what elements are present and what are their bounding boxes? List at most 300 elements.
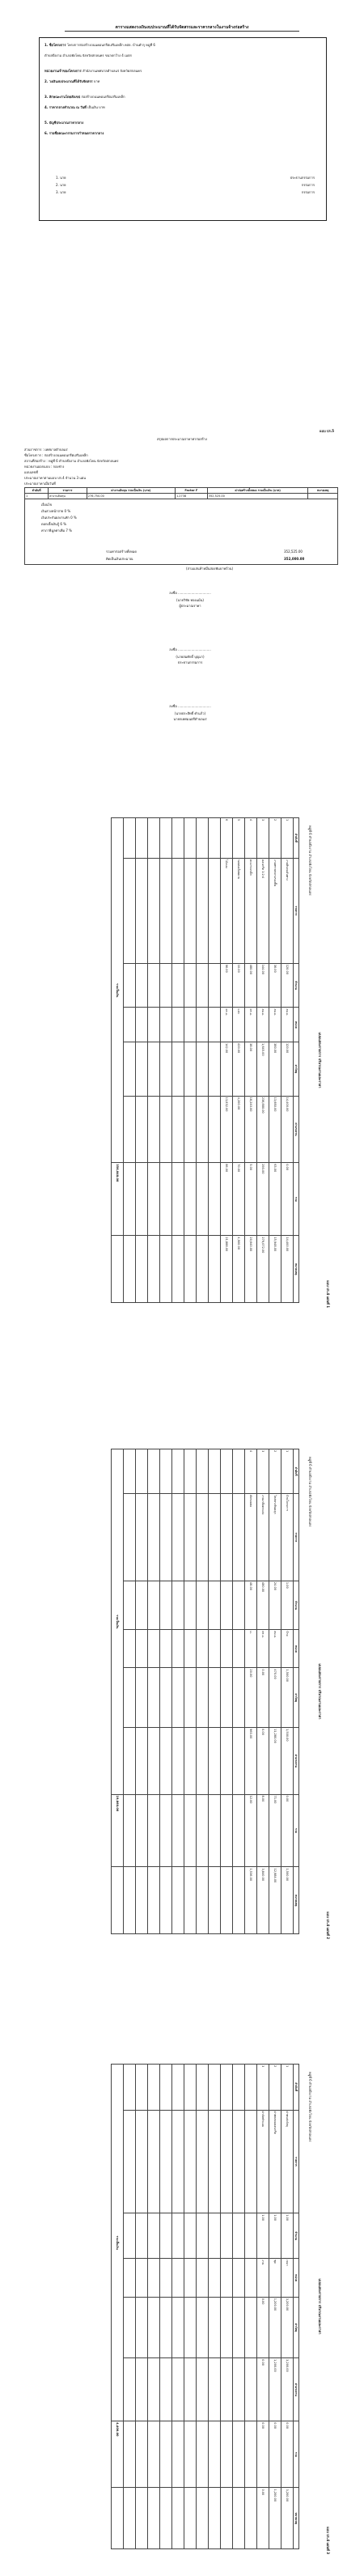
rotated-empty-cell [184, 2358, 197, 2421]
rotated-table-row [245, 1449, 257, 1934]
rotated-empty-cell [124, 1867, 136, 1934]
rotated-empty-cell [184, 1581, 197, 1629]
rotated-header-cell: ลำดับที่ [294, 1449, 299, 1494]
rotated-empty-cell [148, 1236, 160, 1303]
rotated-empty-cell [160, 1008, 172, 1042]
rotated-cell: 470.00 [269, 1668, 281, 1728]
rotated-header-cell: ค่าวัสดุ [294, 1668, 299, 1728]
rotated-empty-cell [197, 1494, 209, 1581]
item-number: 4. [44, 105, 49, 109]
rotated-page-content [24, 809, 332, 1311]
rotated-empty-row [209, 818, 221, 1303]
rotated-cell: ลบ.ม. [281, 1008, 294, 1042]
rotated-cell: 3,200.00 [281, 2488, 294, 2549]
rotated-empty-cell [184, 2421, 197, 2488]
rotated-cell: 1,645.00 [257, 1042, 269, 1096]
rotated-cell: 380.00 [269, 1042, 281, 1096]
rotated-cell: 1.00 [269, 2213, 281, 2259]
rotated-empty-cell [124, 1728, 136, 1794]
signature-block [121, 704, 259, 721]
rotated-empty-cell [184, 2213, 197, 2259]
rotated-empty-cell [209, 1042, 221, 1096]
table-header-cell: รายการ [49, 488, 87, 494]
rotated-empty-cell [172, 1042, 184, 1096]
rotated-empty-row [160, 2065, 172, 2549]
rotated-empty-row [124, 1449, 136, 1934]
rotated-header-cell: รวม [294, 1794, 299, 1867]
rotated-empty-cell [172, 2110, 184, 2213]
rotated-table-row [257, 2065, 269, 2549]
rotated-cell: 1,200.00 [269, 2488, 281, 2549]
rotated-empty-cell [184, 963, 197, 1008]
table-cell [308, 494, 338, 499]
rotated-empty-cell [148, 1581, 160, 1629]
committee-role: กรรมการ [301, 190, 315, 194]
rotated-cell: 13,632.00 [221, 1096, 233, 1163]
rotated-header-cell: ค่าแรงงาน [294, 1728, 299, 1794]
rotated-empty-cell [148, 1794, 160, 1867]
rotated-title: แบบแสดงรายการ ปริมาณงานและราคา [318, 1032, 322, 1089]
rotated-table-row [233, 818, 245, 1303]
rotated-empty-cell [221, 1794, 233, 1867]
rotated-cell: 36.00 [269, 963, 281, 1008]
info-line: ส่วนราชการ : เทศบาลตำบลแร่ [24, 448, 68, 452]
rotated-cell: ม. [245, 1630, 257, 1668]
page2-page-num: แบบ ปร.5 [320, 429, 335, 433]
rotated-empty-cell [124, 1668, 136, 1728]
rotated-empty-cell [233, 1794, 245, 1867]
rotated-header-cell: รวม [294, 1163, 299, 1236]
rotated-empty-row [221, 1449, 233, 1934]
item-number: 2. [44, 79, 49, 83]
rotated-table [111, 817, 299, 1303]
rotated-empty-cell [124, 858, 136, 963]
rotated-page-num: แบบ ปร.4 แผ่นที่ 1 [326, 1280, 330, 1308]
rotated-empty-cell [209, 1668, 221, 1728]
signer-role: ประธานกรรมการ [177, 660, 203, 664]
rotated-empty-cell [172, 2358, 184, 2421]
rotated-empty-cell [136, 1008, 148, 1042]
item-text: โครงการก่อสร้างถนนคอนกรีตเสริมเหล็ก คสล. บ้านคำกุ หมู่ที่ 6 [66, 43, 155, 47]
rotated-empty-cell [172, 1794, 184, 1867]
rotated-empty-cell [221, 2065, 233, 2111]
rotated-empty-row [209, 2065, 221, 2549]
rotated-cell: 4,900.00 [233, 1236, 245, 1303]
rotated-empty-row [184, 818, 197, 1303]
rotated-header-cell: ค่าวัสดุ [294, 2297, 299, 2357]
rotated-cell: 236,880.00 [257, 1096, 269, 1163]
rotated-empty-cell [209, 2488, 221, 2549]
committee-list [56, 176, 315, 197]
rotated-empty-cell [172, 2259, 184, 2298]
committee-index: 1. นาย [56, 176, 66, 180]
rotated-cell: 960.00 [245, 1728, 257, 1794]
rotated-empty-row [160, 818, 172, 1303]
rotated-empty-cell [184, 1794, 197, 1867]
signature-line: ลงชื่อ ................................ [169, 647, 211, 651]
rotated-empty-cell [221, 1668, 233, 1728]
rotated-empty-cell [160, 1042, 172, 1096]
page1-item-row [44, 79, 320, 83]
rotated-cell: 4 [245, 1449, 257, 1494]
rotated-cell: ไม้แบบ [221, 858, 233, 963]
rotated-empty-cell [221, 2488, 233, 2549]
rotated-header-cell: รายการ [294, 858, 299, 963]
rotated-empty-row [245, 2065, 257, 2549]
rotated-cell: 142.00 [221, 1042, 233, 1096]
rotated-cell: ลบ.ม. [257, 1008, 269, 1042]
rotated-cell: 120.00 [281, 963, 294, 1008]
page1-title: ตารางแสดงวงเงินงบประมาณที่ได้รับจัดสรรและราคากลางในงานจ้างก่อสร้าง [115, 25, 249, 30]
rotated-cell: ชุด [269, 2259, 281, 2298]
rotated-cell: 0.00 [257, 2358, 269, 2421]
rotated-cell: 5 [233, 818, 245, 859]
rotated-empty-row [136, 1449, 148, 1934]
rotated-table-header [294, 818, 299, 1303]
rotated-empty-cell [221, 2259, 233, 2298]
rotated-empty-cell [197, 963, 209, 1008]
rotated-empty-cell [209, 1096, 221, 1163]
rotated-empty-cell [136, 2065, 148, 2111]
rotated-empty-cell [184, 2110, 197, 2213]
rotated-empty-cell [160, 1163, 172, 1236]
rotated-cell: 1,500.00 [281, 1728, 294, 1794]
rotated-empty-cell [136, 963, 148, 1008]
item-number: 6. [44, 131, 49, 135]
table-row [25, 494, 338, 499]
committee-role: ประธานกรรมการ [290, 176, 315, 180]
rotated-cell: 2 [269, 2065, 281, 2111]
rotated-cell: ค่าจัดทำแบบ [257, 2110, 269, 2213]
rotated-empty-cell [160, 2297, 172, 2357]
rotated-empty-cell [209, 963, 221, 1008]
rotated-empty-cell [148, 1096, 160, 1163]
rotated-cell: 2 [269, 1449, 281, 1494]
rotated-empty-cell [209, 1867, 221, 1934]
rotated-empty-cell [209, 2421, 221, 2488]
rotated-empty-cell [160, 818, 172, 859]
rotated-empty-cell [124, 1794, 136, 1867]
signer-name: (นายสมศักดิ์ บุญมา) [176, 655, 205, 659]
rotated-empty-cell [184, 1867, 197, 1934]
rotated-cell: 4 [245, 818, 257, 859]
rotated-page-content [24, 2056, 332, 2557]
rotated-empty-cell [184, 858, 197, 963]
rotated-cell: 21,888.00 [221, 1236, 233, 1303]
rotated-cell: ไหล่ทางหินคลุก [269, 1494, 281, 1581]
rotated-cell: 1 [281, 2065, 294, 2111]
page2-table-wrap [24, 487, 338, 569]
rotated-empty-cell [197, 1042, 209, 1096]
rotated-empty-row [209, 1449, 221, 1934]
rotated-header-cell: หน่วย [294, 1630, 299, 1668]
rotated-empty-cell [221, 2358, 233, 2421]
signer-name: (นายประสิทธิ์ คำแก้ว) [174, 711, 206, 715]
rotated-cell: ค่าขนส่งวัสดุ [281, 2110, 294, 2213]
rotated-empty-row [172, 1449, 184, 1934]
rotated-empty-cell [197, 1449, 209, 1494]
rotated-empty-row [124, 818, 136, 1303]
rotated-empty-cell [245, 2259, 257, 2298]
rotated-empty-cell [209, 1581, 221, 1629]
rotated-empty-cell [245, 2110, 257, 2213]
rotated-cell: 70.00 [233, 1163, 245, 1236]
rotated-empty-cell [184, 2297, 197, 2357]
rotated-empty-cell [148, 1630, 160, 1668]
rotated-empty-cell [221, 1449, 233, 1494]
page1-item-row [44, 69, 320, 73]
rotated-empty-cell [184, 1236, 197, 1303]
rotated-empty-cell [233, 2213, 245, 2259]
rotated-empty-cell [148, 1867, 160, 1934]
rotated-empty-cell [197, 2065, 209, 2111]
rotated-empty-cell [160, 858, 172, 963]
rotated-page-num: แบบ ปร.4 แผ่นที่ 3 [326, 2527, 330, 2554]
rotated-total-label: รวมเป็นเงิน [112, 1449, 124, 1795]
rotated-empty-cell [209, 858, 221, 963]
page1-item-row [44, 121, 320, 125]
page1-title-wrap [0, 24, 364, 31]
rotated-empty-cell [184, 818, 197, 859]
item-label: บัญชีประมาณราคากลาง [49, 121, 84, 125]
rotated-empty-cell [184, 1163, 197, 1236]
rotated-total-note [112, 1867, 124, 1934]
rotated-total-label: รวมเป็นเงิน [112, 818, 124, 1163]
table-cell: 276,750.00 [87, 494, 175, 499]
rotated-empty-cell [148, 1449, 160, 1494]
condition-line: เงินประกันผลงานหัก 0 % [41, 516, 77, 520]
rotated-empty-cell [124, 2488, 136, 2549]
rotated-table [111, 2064, 299, 2549]
title-underline [65, 31, 299, 32]
rotated-header-cell: ค่าแรงงาน [294, 2358, 299, 2421]
rotated-empty-cell [233, 1449, 245, 1494]
page1-box [39, 37, 327, 221]
rotated-cell: 48.00 [245, 1581, 257, 1629]
rotated-cell: 63.00 [269, 1163, 281, 1236]
rotated-cell: 0.00 [257, 2488, 269, 2549]
rotated-total-label: รวมเป็นเงิน [112, 2065, 124, 2421]
rotated-empty-cell [184, 2259, 197, 2298]
rotated-empty-cell [136, 2421, 148, 2488]
rotated-empty-cell [124, 2297, 136, 2357]
rotated-empty-cell [148, 2421, 160, 2488]
rotated-empty-row [197, 818, 209, 1303]
item-label: ลักษณะงานโดยสังเขป [49, 95, 82, 99]
rotated-empty-cell [209, 1728, 221, 1794]
page1-item-row [44, 105, 320, 109]
rotated-empty-cell [172, 1668, 184, 1728]
rotated-empty-cell [124, 2358, 136, 2421]
rotated-empty-cell [197, 1096, 209, 1163]
rotated-empty-cell [233, 1728, 245, 1794]
committee-role: กรรมการ [301, 183, 315, 187]
rotated-empty-cell [148, 2065, 160, 2111]
rotated-empty-cell [184, 1042, 197, 1096]
rotated-header-cell: ลำดับที่ [294, 2065, 299, 2111]
rotated-empty-cell [148, 1008, 160, 1042]
rotated-empty-cell [136, 2110, 148, 2213]
rotated-empty-cell [197, 2297, 209, 2357]
rotated-empty-cell [197, 818, 209, 859]
table-header-cell: ลำดับที่ [25, 488, 49, 494]
rotated-empty-cell [172, 963, 184, 1008]
rotated-cell: 4,200.00 [233, 1096, 245, 1163]
rotated-table-row [257, 818, 269, 1303]
rotated-empty-row [184, 2065, 197, 2549]
item-text: ตำบลบึงงาม อำเภอพังโคน จังหวัดสกลนคร ขนาดกว้าง 4 เมตร [44, 53, 132, 57]
rotated-empty-cell [172, 2488, 184, 2549]
rotated-empty-cell [221, 1581, 233, 1629]
rotated-empty-row [172, 818, 184, 1303]
rotated-header-cell: หมายเหตุ [294, 1236, 299, 1303]
rotated-total-note [112, 1236, 124, 1303]
rotated-page-num: แบบ ปร.4 แผ่นที่ 2 [326, 1912, 330, 1939]
rotated-empty-row [197, 1449, 209, 1934]
item-number: 3. [44, 95, 49, 99]
rotated-cell: 3 [257, 1449, 269, 1494]
rotated-cell: งานเกลี่ยตกแต่ง [257, 1494, 269, 1581]
rotated-cell: แห่ง [233, 1008, 245, 1042]
signer-role: ผู้ประมาณราคา [179, 604, 201, 608]
rotated-cell: 5.00 [245, 1163, 257, 1236]
rotated-empty-cell [124, 2065, 136, 2111]
rotated-empty-cell [209, 2259, 221, 2298]
rotated-header-cell: หมายเหตุ [294, 2488, 299, 2549]
rotated-empty-row [221, 2065, 233, 2549]
rotated-empty-row [233, 2065, 245, 2549]
info-line: หน่วยงานออกแบบ : กองช่าง [24, 465, 65, 469]
rotated-cell: 0.00 [257, 2297, 269, 2357]
rotated-empty-cell [209, 2065, 221, 2111]
rotated-empty-cell [172, 1581, 184, 1629]
rotated-empty-cell [172, 2213, 184, 2259]
rotated-empty-cell [136, 1163, 148, 1236]
rotated-empty-cell [124, 1581, 136, 1629]
rotated-empty-cell [136, 1794, 148, 1867]
rotated-empty-cell [136, 2297, 148, 2357]
rotated-header-cell: จำนวน [294, 1581, 299, 1629]
rotated-empty-cell [160, 2110, 172, 2213]
rotated-empty-cell [136, 2213, 148, 2259]
rotated-empty-cell [160, 1728, 172, 1794]
info-line: แบบเลขที่ [24, 470, 38, 474]
rotated-empty-cell [160, 2488, 172, 2549]
rotated-empty-cell [124, 1008, 136, 1042]
rotated-cell: 3 [257, 818, 269, 859]
rotated-empty-cell [136, 818, 148, 859]
rotated-table [111, 1449, 299, 1934]
rotated-empty-cell [197, 2421, 209, 2488]
rotated-cell: ตร.ม. [245, 1008, 257, 1042]
rotated-empty-cell [221, 2213, 233, 2259]
rotated-cell: งาน [257, 2259, 269, 2298]
rotated-empty-cell [172, 1096, 184, 1163]
rotated-header-cell: ค่าแรงงาน [294, 1096, 299, 1163]
total-text: (สามแสนห้าหมื่นสองพันบาทถ้วน) [186, 567, 234, 571]
page1-item-row [44, 131, 320, 135]
rotated-header-cell: รายการ [294, 1494, 299, 1581]
rotated-empty-cell [245, 2488, 257, 2549]
rotated-cell: 279,072.00 [257, 1236, 269, 1303]
rotated-empty-cell [209, 1630, 221, 1668]
rotated-cell: 24.00 [269, 1581, 281, 1629]
rotated-cell: 10.00 [233, 963, 245, 1008]
rotated-empty-cell [221, 1494, 233, 1581]
rotated-cell: 20.00 [245, 1668, 257, 1728]
rotated-empty-cell [172, 1867, 184, 1934]
rotated-empty-cell [124, 2110, 136, 2213]
rotated-empty-cell [172, 858, 184, 963]
page2-header: สรุปผลการประมาณราคาค่าก่อสร้าง [156, 437, 208, 441]
table-cell: 1.2738 [175, 494, 207, 499]
rotated-cell: ตะแกรงเหล็ก [245, 858, 257, 963]
rotated-empty-cell [124, 1096, 136, 1163]
item-text: บาท [93, 79, 100, 83]
page2-header-wrap [0, 437, 364, 441]
rotated-empty-cell [209, 818, 221, 859]
rotated-page [24, 1441, 332, 1942]
rotated-empty-cell [209, 2213, 221, 2259]
rotated-cell: 0.00 [269, 2421, 281, 2488]
sum-label: รวมค่าก่อสร้างทั้งหมด [106, 550, 138, 554]
rotated-empty-cell [136, 1867, 148, 1934]
rotated-cell: 1.00 [281, 2213, 294, 2259]
rotated-empty-row [136, 2065, 148, 2549]
committee-row [56, 183, 315, 187]
rotated-empty-cell [160, 1794, 172, 1867]
rotated-empty-row [136, 818, 148, 1303]
rotated-total-row [112, 1449, 124, 1934]
rotated-cell: 86.00 [221, 1163, 233, 1236]
rotated-empty-cell [209, 1236, 221, 1303]
rotated-empty-row [148, 1449, 160, 1934]
rotated-header-cell: ค่าวัสดุ [294, 1042, 299, 1096]
rotated-cell: 14,400.00 [281, 1096, 294, 1163]
rotated-empty-row [160, 1449, 172, 1934]
rotated-header-cell: หน่วย [294, 1008, 299, 1042]
page1-item-row [44, 53, 320, 57]
rotated-cell: ป้ายโครงการ [281, 1494, 294, 1581]
rotated-empty-cell [184, 1668, 197, 1728]
item-label: รายชื่อคณะกรรมการกำหนดราคากลาง [49, 131, 104, 135]
rotated-cell: 3,200.00 [281, 2297, 294, 2357]
rotated-table-row [269, 818, 281, 1303]
rotated-cell: 144.00 [257, 963, 269, 1008]
signature-line: ลงชื่อ ................................ [169, 704, 211, 708]
rotated-total-row [112, 818, 124, 1303]
rotated-table-row [245, 818, 257, 1303]
rotated-cell: 13,680.00 [269, 1096, 281, 1163]
rotated-empty-cell [209, 2110, 221, 2213]
rotated-empty-cell [148, 1163, 160, 1236]
rotated-cell: 1,200.00 [269, 2297, 281, 2357]
conditions-list [41, 503, 77, 535]
rotated-cell: 11,280.00 [269, 1728, 281, 1794]
rotated-empty-cell [233, 1581, 245, 1629]
page2-table [24, 487, 338, 499]
rotated-empty-cell [148, 1728, 160, 1794]
rotated-empty-cell [124, 1630, 136, 1668]
rotated-empty-cell [136, 1449, 148, 1494]
rotated-empty-cell [124, 1449, 136, 1494]
rotated-empty-cell [136, 1494, 148, 1581]
rotated-empty-cell [160, 1668, 172, 1728]
rotated-cell: 3,200.00 [281, 2358, 294, 2421]
rotated-empty-cell [172, 1008, 184, 1042]
rotated-table-header [294, 1449, 299, 1934]
rotated-cell: ป้าย [281, 1630, 294, 1668]
